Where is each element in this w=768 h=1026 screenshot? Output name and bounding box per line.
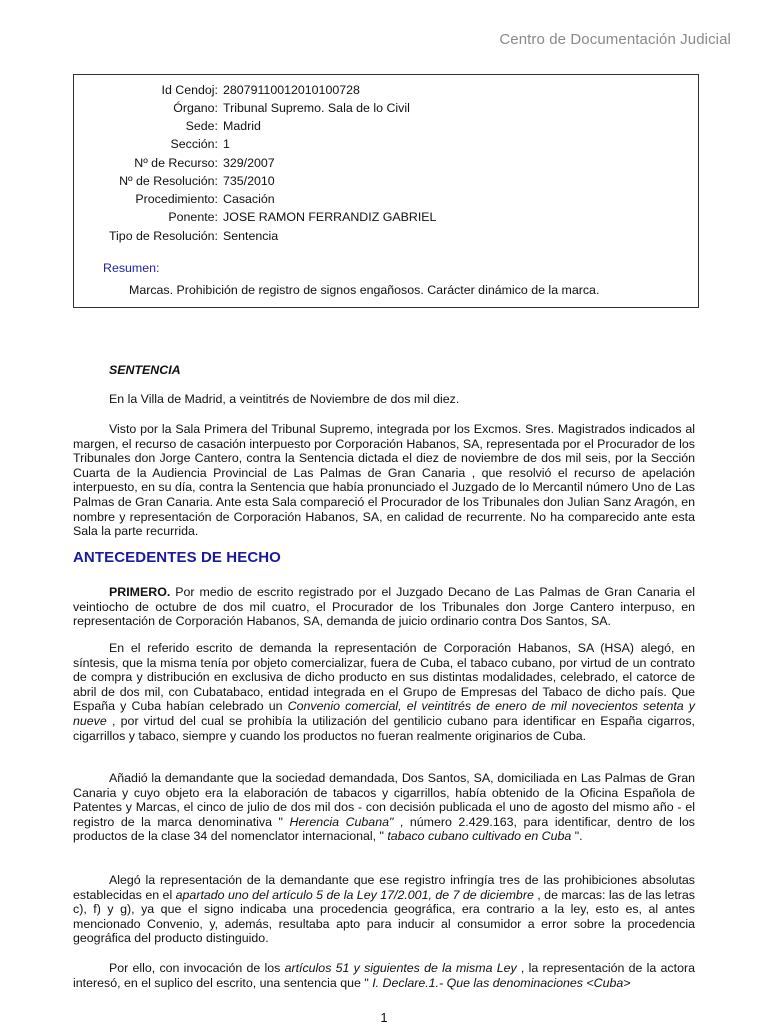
meta-row-seccion: [74, 137, 698, 155]
paragraph-text: Por medio de escrito registrado por el Juzgado Decano de Las Palmas de Gran Canaria el veintiocho de octubre de dos mil cuatro, el Procurador de los Tribunales don Jorge Cantero interpuso, en representación de Corporación Habanos, SA, demanda de juicio ordinario contra Dos Santos, SA.: [73, 585, 695, 629]
citation: Convenio comercial, el veintitrés de enero de mil novecientos setenta y nueve: [73, 699, 695, 728]
citation: artículos 51 y siguientes de la misma Ley: [284, 961, 517, 975]
meta-row-resolucion: [74, 174, 698, 192]
citation: I. Declare.1.- Que las denominaciones <Cuba>: [372, 975, 631, 990]
meta-value: Casación: [223, 192, 275, 206]
meta-row-recurso: [74, 156, 698, 174]
paragraph-por-ello: [73, 961, 695, 990]
meta-label: Id Cendoj:: [161, 83, 218, 97]
meta-label: Órgano:: [173, 101, 218, 115]
citation: tabaco cubano cultivado en Cuba: [387, 829, 572, 844]
paragraph-text: Alegó la representación de la demandante que ese registro infringía tres de las prohibiciones absolutas establecidas en el: [73, 873, 695, 902]
paragraph-text: , la representación de la actora interesó, en el suplico del escrito, una sentencia que ": [73, 961, 695, 990]
meta-label: Ponente:: [168, 210, 218, 224]
paragraph-text: Añadió la demandante que la sociedad demandada, Dos Santos, SA, domiciliada en Las Palmas de Gran Canaria y cuyo objeto era la elaboración de tabacos y cigarrillos, había obtenido de la Oficina Española de Patentes y Marcas, el cinco de julio de dos mil dos - con decisión publicada el uno de agosto del mismo año - el registro de la marca denominativa ": [73, 771, 695, 829]
meta-label: Nº de Recurso:: [134, 156, 218, 170]
meta-value: 28079110012010100728: [223, 83, 360, 97]
meta-value: JOSE RAMON FERRANDIZ GABRIEL: [223, 210, 437, 224]
meta-value: Tribunal Supremo. Sala de lo Civil: [223, 101, 410, 115]
paragraph-text: En el referido escrito de demanda la representación de Corporación Habanos, SA (HSA) alegó, en síntesis, que la misma tenía por objeto comercializar, fuera de Cuba, el tabaco cubano, por virtud de un contrato de compra y distribución en exclusiva de dicho producto en sus distintas modalidades, celebrado, el catorce de abril de dos mil, con Cubatabaco, entidad integrada en el Grupo de Empresas del Tabaco de dicho país. Que España y Cuba habían celebrado un: [73, 641, 695, 714]
meta-value: 1: [223, 137, 230, 151]
paragraph-text: En la Villa de Madrid, a veintitrés de Noviembre de dos mil diez.: [109, 392, 460, 406]
paragraph-referido: [73, 641, 695, 743]
meta-label: Tipo de Resolución:: [108, 229, 218, 243]
meta-label: Procedimiento:: [135, 192, 218, 206]
meta-row-ponente: [74, 210, 698, 228]
meta-row-procedimiento: [74, 192, 698, 210]
meta-row-sede: [74, 119, 698, 137]
meta-label: Sede:: [185, 119, 218, 133]
paragraph-alego: [73, 873, 695, 946]
paragraph-lugar-fecha: [73, 392, 695, 407]
metadata-box: [73, 74, 699, 308]
meta-row-organo: [74, 101, 698, 119]
paragraph-text: Por ello, con invocación de los: [109, 961, 285, 975]
citation: Herencia Cubana": [289, 814, 394, 829]
paragraph-text: , por virtud del cual se prohibía la utilización del gentilicio cubano para identificar en España cigarros, cigarrillos y tabaco, siempre y cuando los productos no fueran realmente originarios de Cuba.: [73, 713, 695, 743]
meta-value: Madrid: [223, 119, 261, 133]
header-title: Centro de Documentación Judicial: [499, 31, 731, 48]
paragraph-text: ".: [571, 829, 583, 844]
paragraph-text: , número 2.429.163, para identificar, dentro de los productos de la clase 34 del nomenclator internacional, ": [73, 814, 695, 844]
paragraph-anadio: [73, 771, 695, 844]
paragraph-visto: [73, 422, 695, 539]
meta-label: Nº de Resolución:: [119, 174, 218, 188]
citation: apartado uno del artículo 5 de la Ley 17/2.001, de 7 de diciembre: [175, 887, 534, 902]
paragraph-lead: PRIMERO.: [109, 585, 171, 599]
meta-row-tipo-resolucion: [74, 229, 698, 247]
meta-row-id-cendoj: [74, 83, 698, 101]
resumen-label: Resumen:: [103, 261, 160, 275]
paragraph-text: , de marcas: las de las letras c), f) y g), ya que el signo indicaba una procedencia geográfica, era contrario a la ley, esto es, al antes mencionado Convenio, y, además, resultaba apto para inducir al consumidor a error sobre la procedencia geográfica del producto distinguido.: [73, 887, 696, 946]
meta-value: 329/2007: [223, 156, 275, 170]
meta-label: Sección:: [170, 137, 218, 151]
paragraph-primero: [73, 585, 695, 629]
page-number: 1: [380, 1010, 388, 1025]
meta-value: Sentencia: [223, 229, 279, 243]
resumen-text: Marcas. Prohibición de registro de signos engañosos. Carácter dinámico de la marca.: [129, 283, 600, 297]
sentencia-title: SENTENCIA: [109, 363, 181, 377]
meta-value: 735/2010: [223, 174, 275, 188]
paragraph-text: Visto por la Sala Primera del Tribunal Supremo, integrada por los Excmos. Sres. Magistrados indicados al margen, el recurso de casación interpuesto por Corporación Habanos, SA, representada por el Procurador de los Tribunales don Jorge Cantero, contra la Sentencia dictada el diez de noviembre de dos mil seis, por la Sección Cuarta de la Audiencia Provincial de Las Palmas de Gran Canaria , que resolvió el recurso de apelación interpuesto, en su día, contra la Sentencia que había pronunciado el Juzgado de lo Mercantil número Uno de Las Palmas de Gran Canaria. Ante esta Sala compareció el Procurador de los Tribunales don Julian Sanz Aragón, en nombre y representación de Corporación Habanos, SA, en calidad de recurrente. No ha comparecido ante esta Sala la parte recurrida.: [73, 422, 696, 539]
section-heading: ANTECEDENTES DE HECHO: [73, 549, 281, 566]
